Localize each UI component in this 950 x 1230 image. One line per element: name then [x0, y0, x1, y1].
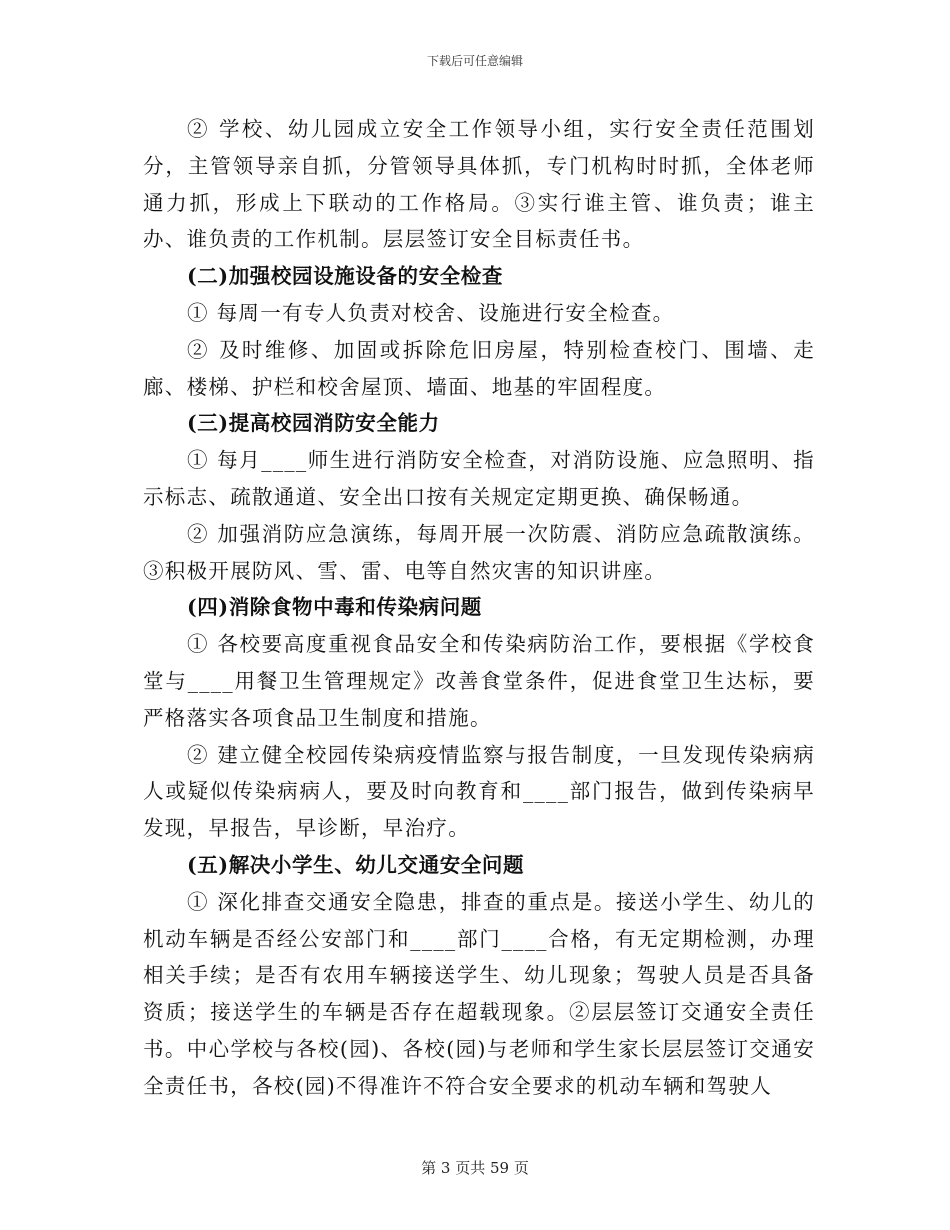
paragraph-food-safety: ① 各校要高度重视食品安全和传染病防治工作，要根据《学校食堂与____用餐卫生管理规定》改善食堂条件，促进食堂卫生达标，要严格落实各项食品卫生制度和措施。	[143, 632, 815, 730]
section-heading-traffic-safety: (五)解决小学生、幼儿交通安全问题	[187, 852, 525, 877]
section-heading-fire-safety: (三)提高校园消防安全能力	[187, 411, 440, 436]
paragraph-building-repair: ② 及时维修、加固或拆除危旧房屋，特别检查校门、围墙、走廊、楼梯、护栏和校舍屋顶、墙面、地基的牢固程度。	[143, 337, 815, 399]
section-heading-facility-inspection: (二)加强校园设施设备的安全检查	[187, 264, 503, 289]
paragraph-traffic-hazards: ① 深化排查交通安全隐患，排查的重点是。接送小学生、幼儿的机动车辆是否经公安部门和____部门____合格，有无定期检测，办理相关手续；是否有农用车辆接送学生、幼儿现象；驾驶人员是否具备资质；接送学生的车辆是否存在超载现象。②层层签订交通安全责任书。中心学校与各校(园)、各校(园)与老师和学生家长层层签订交通安全责任书，各校(园)不得准许不符合安全要求的机动车辆和驾驶人	[143, 889, 815, 1098]
page-footer: 第 3 页共 59 页	[421, 1159, 529, 1177]
paragraph-safety-leadership: ② 学校、幼儿园成立安全工作领导小组，实行安全责任范围划分，主管领导亲自抓，分管领导具体抓，专门机构时时抓，全体老师通力抓，形成上下联动的工作格局。③实行谁主管、谁负责；谁主办、谁负责的工作机制。层层签订安全目标责任书。	[143, 117, 815, 252]
page-header: 下载后可任意编辑	[426, 54, 523, 68]
paragraph-disease-reporting: ② 建立健全校园传染病疫情监察与报告制度，一旦发现传染病病人或疑似传染病病人，要及时向教育和____部门报告，做到传染病早发现，早报告，早诊断，早治疗。	[143, 742, 815, 841]
paragraph-fire-drill: ② 加强消防应急演练，每周开展一次防震、消防应急疏散演练。③积极开展防风、雪、雷、电等自然灾害的知识讲座。	[143, 521, 815, 583]
section-heading-food-disease: (四)消除食物中毒和传染病问题	[187, 595, 482, 620]
paragraph-weekly-inspection: ① 每周一有专人负责对校舍、设施进行安全检查。	[187, 300, 675, 325]
paragraph-monthly-fire-check: ① 每月____师生进行消防安全检查，对消防设施、应急照明、指示标志、疏散通道、安全出口按有关规定定期更换、确保畅通。	[143, 448, 815, 509]
document-body	[143, 111, 815, 1105]
